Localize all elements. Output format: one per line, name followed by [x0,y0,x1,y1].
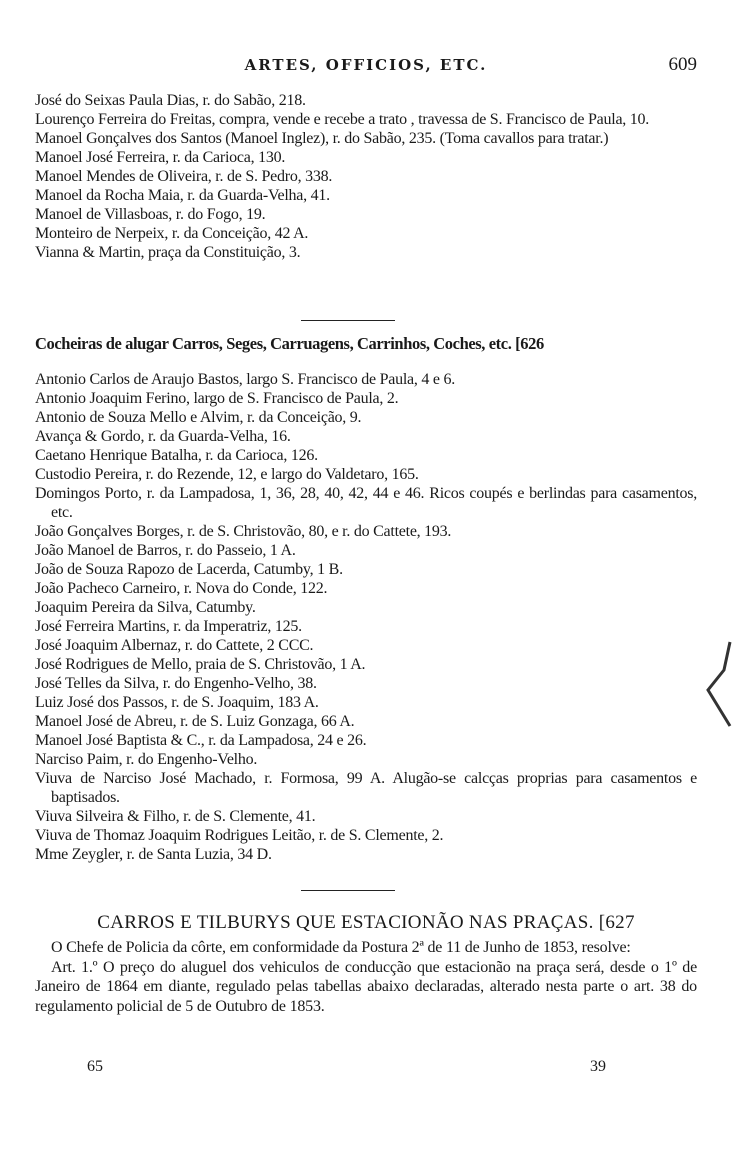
directory-entry: José Ferreira Martins, r. da Imperatriz, 125. [35,618,302,635]
directory-entry: Antonio Carlos de Araujo Bastos, largo S. Francisco de Paula, 4 e 6. [35,371,455,388]
directory-entry: Lourenço Ferreira do Freitas, compra, vende e recebe a trato , travessa de S. Francisco de Paula, 10. [35,111,650,128]
paragraph: Art. 1.º O preço do aluguel dos vehiculos de conducção que estacionão na praça será, desde o 1º de Janeiro de 1864 em diante, regulado pelas tabellas abaixo declaradas, alterado nesta parte o art. 38 do regulamento policial de 5 de Outubro de 1853. [35,958,697,1015]
directory-entry: José Telles da Silva, r. do Engenho-Velho, 38. [35,675,317,692]
directory-entry: João Pacheco Carneiro, r. Nova do Conde, 122. [35,580,328,597]
section-divider [301,890,395,891]
directory-entry: Manoel José Baptista & C., r. da Lampadosa, 24 e 26. [35,732,367,749]
directory-entry: Mme Zeygler, r. de Santa Luzia, 34 D. [35,846,272,863]
directory-entry: João Manoel de Barros, r. do Passeio, 1 A. [35,542,296,559]
directory-entry: João de Souza Rapozo de Lacerda, Catumby, 1 B. [35,561,343,578]
directory-entry: Manoel José Ferreira, r. da Carioca, 130. [35,149,286,166]
directory-entry: Joaquim Pereira da Silva, Catumby. [35,599,256,616]
directory-entry: José do Seixas Paula Dias, r. do Sabão, 218. [35,92,306,109]
running-title: ARTES, OFFICIOS, ETC. [244,56,488,74]
directory-entry: Manoel Gonçalves dos Santos (Manoel Inglez), r. do Sabão, 235. (Toma cavallos para tratar.) [35,130,609,147]
directory-entry: Manoel da Rocha Maia, r. da Guarda-Velha, 41. [35,187,330,204]
signature-mark-left: 65 [87,1058,103,1075]
directory-entry: Narciso Paim, r. do Engenho-Velho. [35,751,258,768]
directory-entry: Manoel Mendes de Oliveira, r. de S. Pedro, 338. [35,168,333,185]
paragraph: O Chefe de Policia da côrte, em conformidade da Postura 2ª de 11 de Junho de 1853, resolve: [51,939,631,956]
section-divider [301,320,395,321]
section-2-entries [35,370,697,864]
directory-entry: Viuva Silveira & Filho, r. de S. Clemente, 41. [35,808,316,825]
directory-entry: José Rodrigues de Mello, praia de S. Christovão, 1 A. [35,656,366,673]
margin-bracket-mark [700,640,740,730]
directory-entry: Custodio Pereira, r. do Rezende, 12, e largo do Valdetaro, 165. [35,466,419,483]
directory-entry: José Joaquim Albernaz, r. do Cattete, 2 CCC. [35,637,314,654]
directory-entry: Caetano Henrique Batalha, r. da Carioca, 126. [35,447,318,464]
running-header [35,56,697,78]
directory-entry: Antonio de Souza Mello e Alvim, r. da Conceição, 9. [35,409,362,426]
section-3-body [35,938,697,1016]
directory-entry: Manoel José de Abreu, r. de S. Luiz Gonzaga, 66 A. [35,713,355,730]
directory-entry: Domingos Porto, r. da Lampadosa, 1, 36, 28, 40, 42, 44 e 46. Ricos coupés e berlindas para casamentos, etc. [35,485,697,521]
directory-entry: Avança & Gordo, r. da Guarda-Velha, 16. [35,428,291,445]
directory-entry: Vianna & Martin, praça da Constituição, 3. [35,244,301,261]
directory-entry: Manoel de Villasboas, r. do Fogo, 19. [35,206,266,223]
directory-entry: Viuva de Narciso José Machado, r. Formosa, 99 A. Alugão-se calcças proprias para casamentos e baptisados. [35,770,697,806]
directory-entry: Luiz José dos Passos, r. de S. Joaquim, 183 A. [35,694,319,711]
section-3-heading: CARROS E TILBURYS QUE ESTACIONÃO NAS PRAÇAS. [627 [97,912,635,933]
directory-entry: Antonio Joaquim Ferino, largo de S. Francisco de Paula, 2. [35,390,399,407]
directory-entry: Monteiro de Nerpeix, r. da Conceição, 42 A. [35,225,309,242]
section-2-heading: Cocheiras de alugar Carros, Seges, Carruagens, Carrinhos, Coches, etc. [626 [35,334,544,353]
signature-mark-right: 39 [590,1058,606,1075]
directory-entry: João Gonçalves Borges, r. de S. Christovão, 80, e r. do Cattete, 193. [35,523,452,540]
directory-entry: Viuva de Thomaz Joaquim Rodrigues Leitão, r. de S. Clemente, 2. [35,827,444,844]
section-1-entries [35,91,697,262]
page-number: 609 [668,54,697,75]
